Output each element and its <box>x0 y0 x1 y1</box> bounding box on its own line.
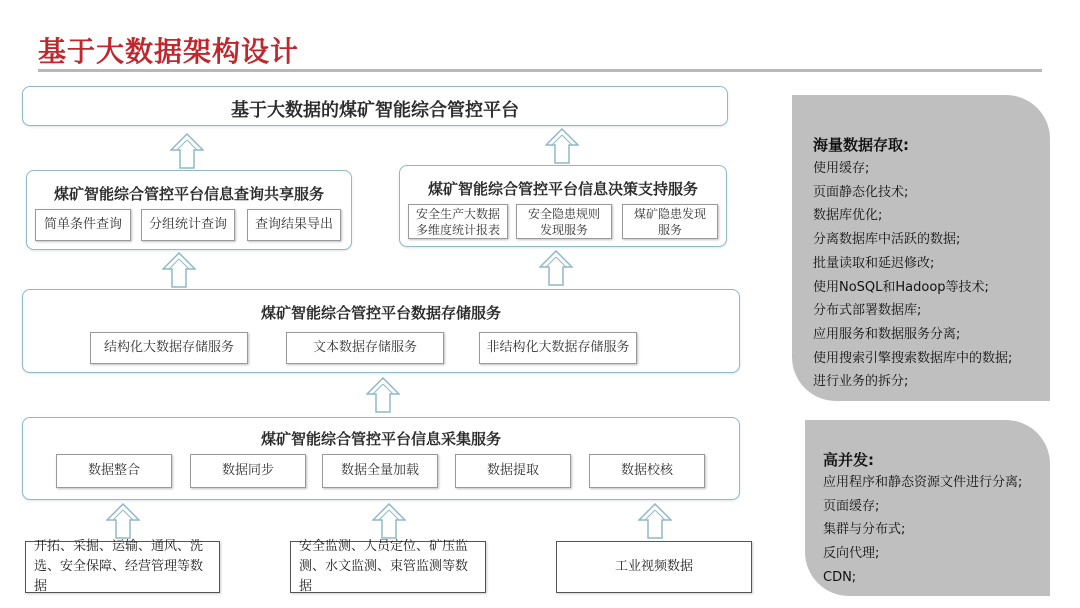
up-arrow-icon <box>170 133 204 169</box>
panel-item: 使用搜索引擎搜索数据库中的数据; <box>813 350 1013 366</box>
panel-list <box>813 157 1012 394</box>
source-line: 工业视频数据 <box>614 559 693 574</box>
collect-chip-extract: 数据提取 <box>455 454 571 488</box>
panel-item: 进行业务的拆分; <box>813 374 909 390</box>
up-arrow-icon <box>162 252 196 288</box>
up-arrow-icon <box>539 250 573 286</box>
decision-service-title: 煤矿智能综合管控平台信息决策支持服务 <box>427 180 698 198</box>
storage-chip-text: 文本数据存储服务 <box>286 332 444 364</box>
source-line: 开拓、采掘、运输、通风、洗 <box>34 539 204 554</box>
up-arrow-icon <box>372 503 406 539</box>
chip-line: 安全隐患规则 <box>527 206 600 221</box>
panel-item: 应用服务和数据服务分离; <box>813 326 961 342</box>
collect-chip-verify: 数据校核 <box>589 454 705 488</box>
query-service-box <box>26 170 352 250</box>
chip-line: 发现服务 <box>539 222 588 237</box>
source-box-monitoring <box>290 541 486 593</box>
panel-item: 页面缓存; <box>823 498 880 514</box>
storage-chip-unstructured: 非结构化大数据存储服务 <box>479 332 637 364</box>
top-platform-box <box>22 86 728 126</box>
panel-item: 使用NoSQL和Hadoop等技术; <box>813 279 989 295</box>
query-chip-export: 查询结果导出 <box>247 209 341 241</box>
panel-item: 数据库优化; <box>813 208 883 224</box>
panel-item: 集群与分布式; <box>823 522 906 538</box>
query-service-title: 煤矿智能综合管控平台信息查询共享服务 <box>53 185 324 203</box>
up-arrow-icon <box>106 503 140 539</box>
decision-chip-rules <box>516 204 612 239</box>
chip-line: 安全生产大数据 <box>415 206 500 221</box>
panel-high-concurrency <box>805 420 1050 596</box>
source-line: 安全监测、人员定位、矿压监 <box>299 539 469 554</box>
storage-service-box <box>22 289 740 373</box>
chip-line: 煤矿隐患发现 <box>633 206 706 221</box>
panel-list <box>823 471 1022 590</box>
up-arrow-icon <box>638 503 672 539</box>
source-line: 选、安全保障、经营管理等数据 <box>34 559 204 594</box>
chip-line: 多维度统计报表 <box>415 222 500 237</box>
collect-service-box <box>22 417 740 500</box>
panel-heading: 海量数据存取: <box>813 136 909 154</box>
panel-heading: 高并发: <box>823 451 874 469</box>
chip-line: 服务 <box>657 222 682 237</box>
title-divider <box>38 69 1042 72</box>
source-box-production <box>25 541 220 593</box>
panel-item: 应用程序和静态资源文件进行分离; <box>823 475 1023 490</box>
panel-item: 反向代理; <box>823 546 880 562</box>
decision-service-box <box>399 165 727 247</box>
collect-chip-sync: 数据同步 <box>190 454 306 488</box>
query-chip-simple: 简单条件查询 <box>35 209 131 241</box>
top-platform-title: 基于大数据的煤矿智能综合管控平台 <box>231 100 519 121</box>
panel-item: 批量读取和延迟修改; <box>813 255 935 271</box>
source-box-video <box>556 541 752 593</box>
page-title: 基于大数据架构设计 <box>38 35 300 68</box>
source-line: 测、水文监测、束管监测等数据 <box>299 559 469 594</box>
collect-chip-integrate: 数据整合 <box>56 454 172 488</box>
panel-item: 使用缓存; <box>813 161 870 176</box>
storage-service-title: 煤矿智能综合管控平台数据存储服务 <box>260 304 501 322</box>
up-arrow-icon <box>545 128 579 164</box>
storage-chip-structured: 结构化大数据存储服务 <box>90 332 248 364</box>
panel-mass-data-access <box>792 95 1050 401</box>
query-chip-group: 分组统计查询 <box>141 209 235 241</box>
panel-item: 页面静态化技术; <box>813 184 909 200</box>
decision-chip-hazard <box>622 204 718 239</box>
collect-chip-full-load: 数据全量加载 <box>322 454 438 488</box>
up-arrow-icon <box>366 377 400 413</box>
collect-service-title: 煤矿智能综合管控平台信息采集服务 <box>260 430 501 448</box>
decision-chip-stats <box>408 204 508 239</box>
panel-item: CDN; <box>823 569 857 585</box>
panel-item: 分离数据库中活跃的数据; <box>813 232 961 248</box>
panel-item: 分布式部署数据库; <box>813 303 922 319</box>
